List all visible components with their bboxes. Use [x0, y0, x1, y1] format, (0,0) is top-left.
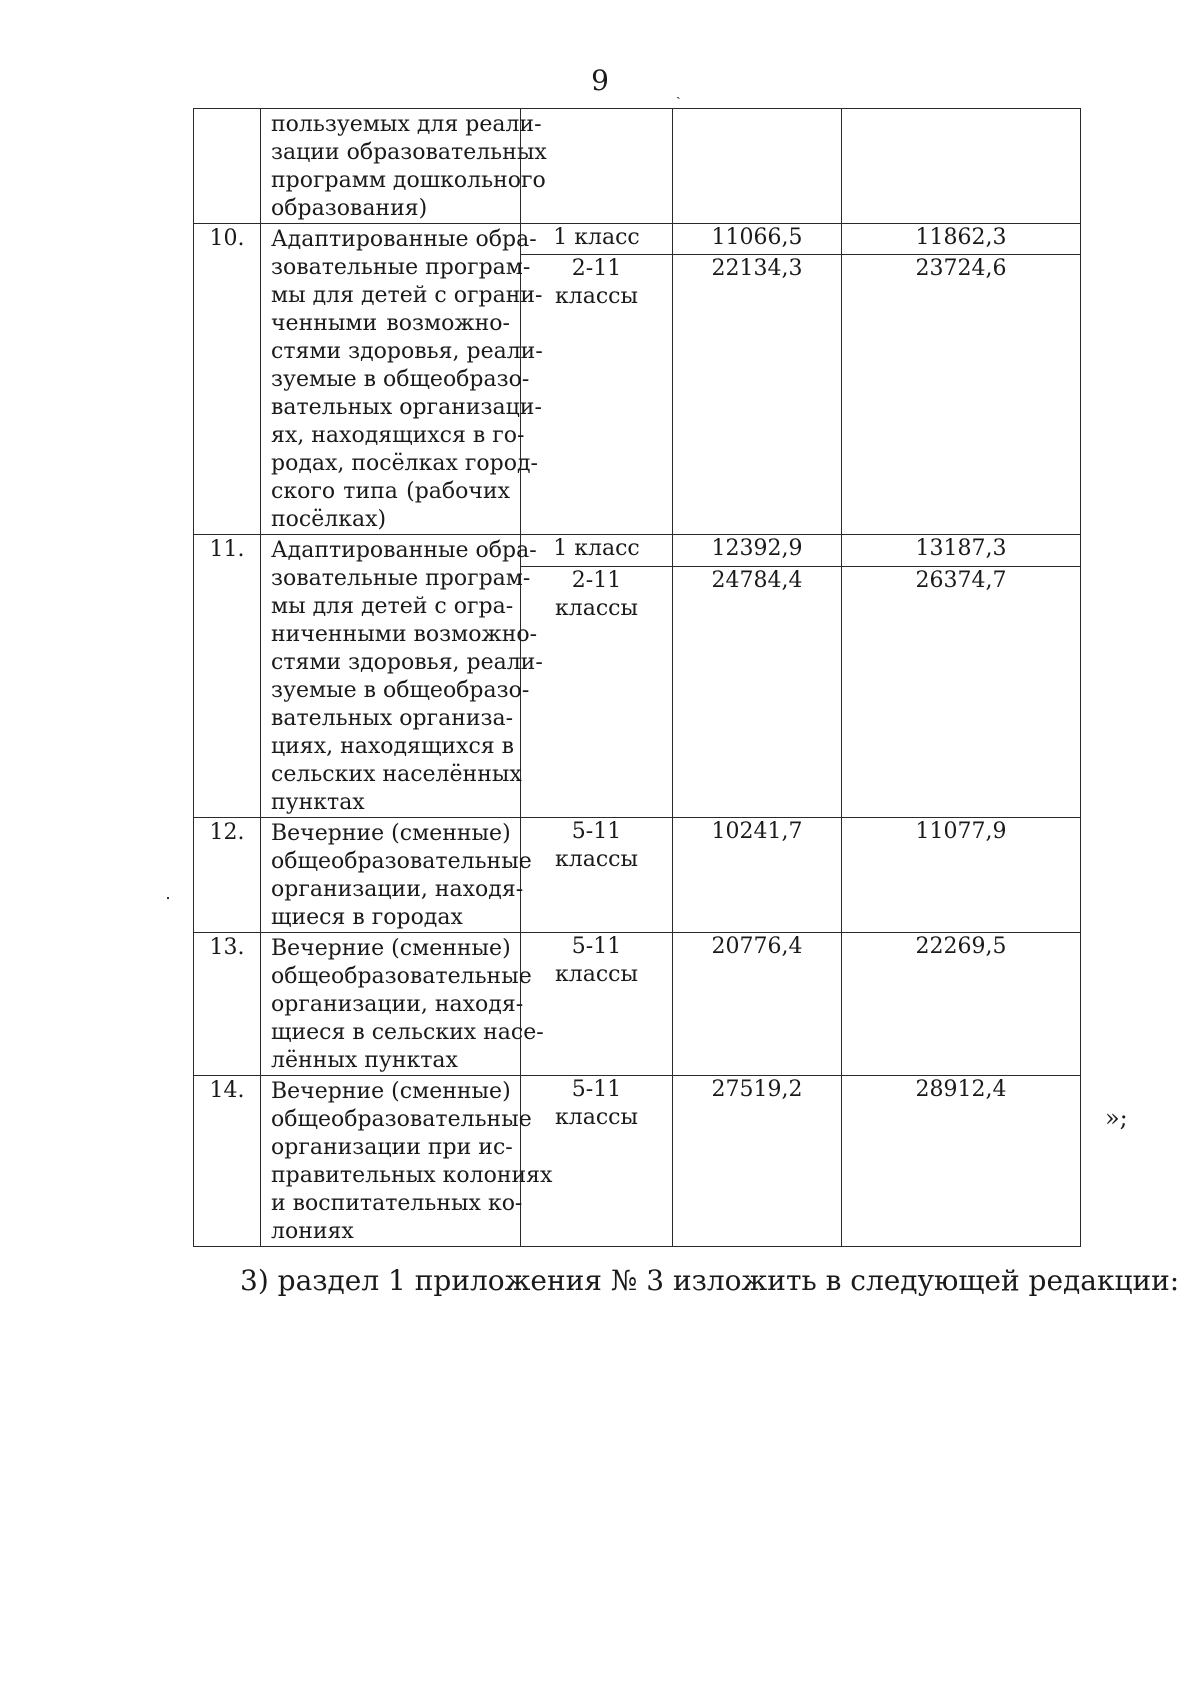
row-number: 10.	[194, 224, 261, 535]
table-row	[194, 933, 1081, 1076]
amendment-paragraph: 3) раздел 1 приложения № 3 изложить в следующей редакции:	[240, 1264, 1180, 1297]
closing-quote: »;	[1105, 1104, 1128, 1132]
program-name-line: вательных организа-	[271, 706, 514, 731]
cost-value-1: 27519,2	[673, 1076, 842, 1247]
class-range-line: классы	[555, 1105, 638, 1130]
program-name-line: посёлках)	[271, 507, 387, 532]
program-name-line: программ дошкольного	[271, 168, 546, 193]
program-name-line: организации при ис-	[271, 1135, 513, 1160]
program-name-line: общеобразовательные	[271, 1107, 532, 1132]
cost-value-1	[673, 109, 842, 224]
table-row	[194, 1076, 1081, 1247]
cost-value-2: 26374,7	[842, 566, 1081, 817]
program-name	[261, 535, 543, 818]
program-name-line: общеобразовательные	[271, 964, 532, 989]
program-name-line: зовательные програм-	[271, 255, 531, 280]
tariff-table	[193, 108, 1081, 1247]
page-tick-mark: ˎ	[676, 84, 681, 100]
cost-value-2	[842, 109, 1081, 224]
class-range-line: классы	[555, 962, 638, 987]
row-number: 13.	[194, 933, 261, 1076]
program-name	[261, 109, 547, 224]
row-number: 14.	[194, 1076, 261, 1247]
class-range	[521, 566, 673, 817]
class-range	[521, 255, 673, 535]
class-range-line: 1 класс	[553, 225, 640, 250]
cost-value-1: 11066,5	[673, 224, 842, 255]
class-range-line: классы	[555, 595, 638, 621]
cost-value-2: 22269,5	[842, 933, 1081, 1076]
program-name-line: вательных организаци-	[271, 395, 542, 420]
program-name-line: циях, находящихся в	[271, 734, 515, 759]
class-range-line: 5-11	[571, 1077, 622, 1102]
class-range	[521, 535, 673, 567]
cost-value-1: 20776,4	[673, 933, 842, 1076]
class-range-line: 1 класс	[553, 536, 640, 561]
program-name-line: зации образовательных	[271, 140, 547, 165]
program-name	[261, 224, 543, 535]
program-name-line: зуемые в общеобразо-	[271, 367, 530, 392]
cost-value-1: 22134,3	[673, 255, 842, 535]
program-name-line: Вечерние (сменные)	[271, 821, 511, 846]
cost-value-2: 11077,9	[842, 818, 1081, 933]
cost-value-2: 11862,3	[842, 224, 1081, 255]
program-name-line: организации, находя-	[271, 992, 524, 1017]
class-range-line: 2-11	[571, 256, 622, 282]
table-row	[194, 109, 1081, 224]
scan-speck	[167, 897, 169, 899]
program-name-line: лониях	[271, 1219, 354, 1244]
program-name-line: мы для детей с ограни-	[271, 283, 543, 308]
program-name-line: Адаптированные обра-	[271, 227, 537, 252]
program-name-line: образования)	[271, 196, 428, 221]
class-range	[521, 933, 673, 1076]
class-range	[521, 818, 673, 933]
class-range	[521, 109, 673, 224]
program-name-line: ниченными возможно-	[271, 622, 538, 647]
cost-value-1: 12392,9	[673, 535, 842, 567]
program-name-line: ях, находящихся в го-	[271, 423, 525, 448]
class-range-line: классы	[555, 847, 638, 872]
cost-value-2: 23724,6	[842, 255, 1081, 535]
row-number	[194, 109, 261, 224]
program-name-line: мы для детей с огра-	[271, 594, 514, 619]
program-name-line: Вечерние (сменные)	[271, 936, 511, 961]
table-row	[194, 224, 1081, 255]
class-range-line: 5-11	[571, 934, 622, 959]
table-row	[194, 535, 1081, 567]
class-range	[521, 224, 673, 255]
class-range-line: классы	[555, 284, 638, 310]
tariff-table-body	[194, 109, 1081, 1247]
program-name-line: Вечерние (сменные)	[271, 1079, 511, 1104]
page-number-text: 9	[591, 64, 609, 97]
class-range-line: 2-11	[571, 567, 622, 593]
program-name-line: стями здоровья, реали-	[271, 339, 543, 364]
row-number: 12.	[194, 818, 261, 933]
program-name	[261, 818, 532, 933]
program-name-line: лённых пунктах	[271, 1048, 458, 1073]
cost-value-1: 10241,7	[673, 818, 842, 933]
cost-value-1: 24784,4	[673, 566, 842, 817]
program-name-line: пунктах	[271, 790, 365, 815]
program-name	[261, 1076, 553, 1247]
program-name-line: щиеся в сельских насе-	[271, 1020, 544, 1045]
program-name-line: сельских населённых	[271, 762, 522, 787]
program-name-line: родах, посёлках город-	[271, 451, 538, 476]
program-name-line: ского типа (рабочих	[271, 479, 510, 504]
program-name-line: Адаптированные обра-	[271, 538, 537, 563]
class-range-line: 5-11	[571, 819, 622, 844]
program-name-line: ченными возможно-	[271, 311, 510, 336]
row-number: 11.	[194, 535, 261, 818]
program-name-line: зуемые в общеобразо-	[271, 678, 530, 703]
program-name-line: общеобразовательные	[271, 849, 532, 874]
program-name-line: пользуемых для реали-	[271, 112, 542, 137]
class-range	[521, 1076, 673, 1247]
program-name-line: и воспитательных ко-	[271, 1191, 523, 1216]
program-name-line: стями здоровья, реали-	[271, 650, 543, 675]
page-number	[0, 64, 1200, 100]
program-name-line: организации, находя-	[271, 877, 524, 902]
table-row	[194, 818, 1081, 933]
cost-value-2: 28912,4	[842, 1076, 1081, 1247]
program-name	[261, 933, 544, 1076]
cost-value-2: 13187,3	[842, 535, 1081, 567]
program-name-line: зовательные програм-	[271, 566, 531, 591]
program-name-line: щиеся в городах	[271, 905, 463, 930]
program-name-line: правительных колониях	[271, 1163, 553, 1188]
